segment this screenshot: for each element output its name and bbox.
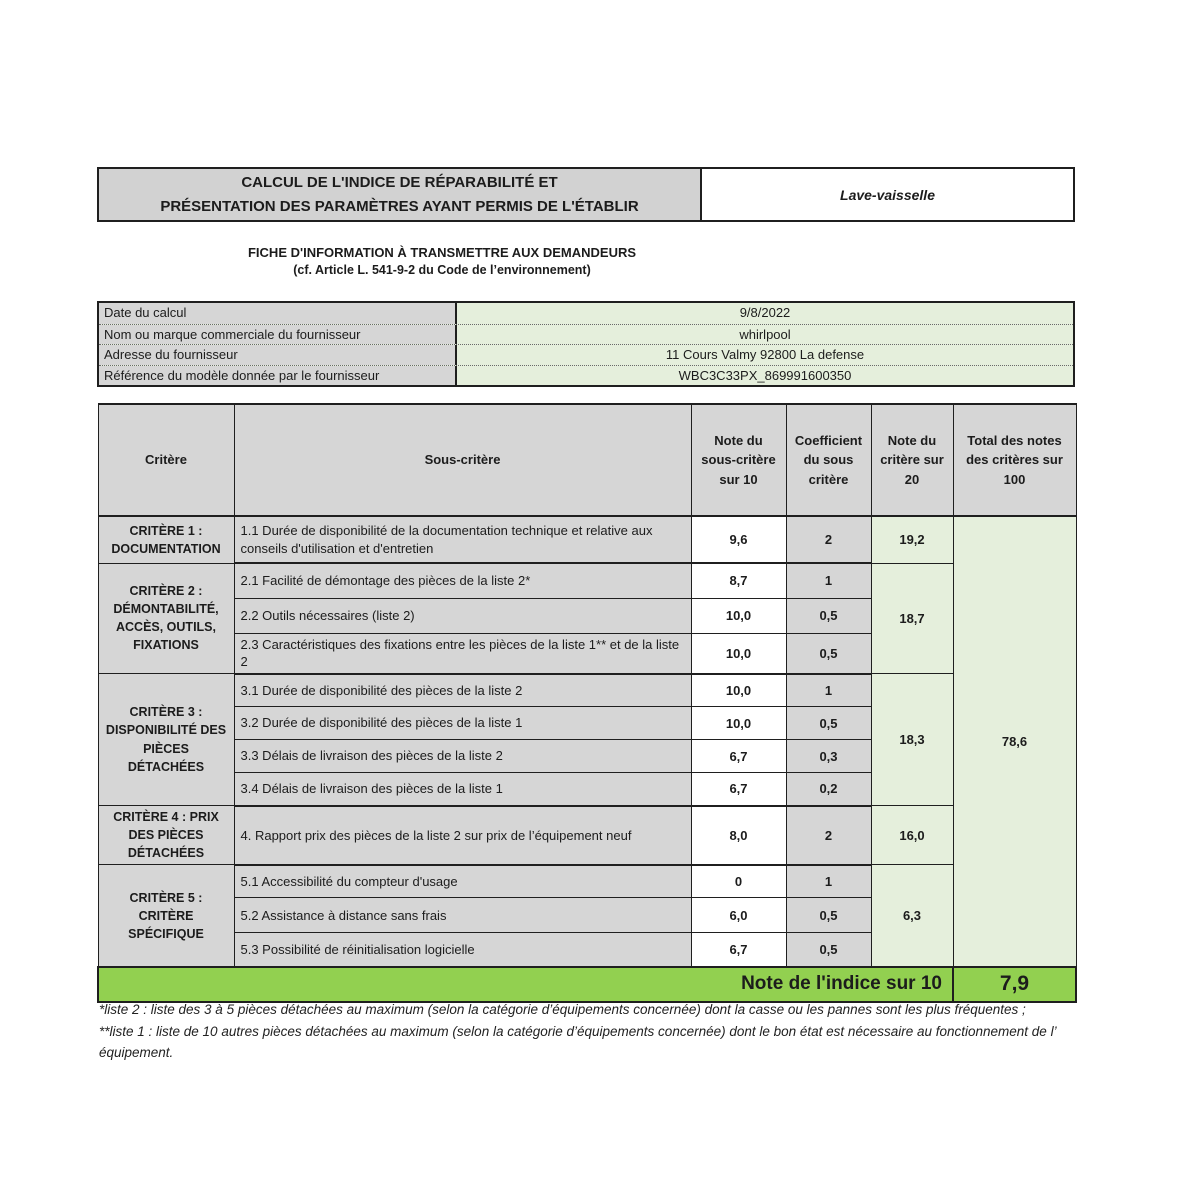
footnote-liste2: *liste 2 : liste des 3 à 5 pièces détachées au maximum (selon la catégorie d’équipements concernée) dont la casse ou les pannes sont les plus fréquentes ; — [99, 1002, 1026, 1017]
header-sous-critere: Sous-critère — [234, 404, 691, 516]
footnote-liste1: **liste 1 : liste de 10 autres pièces détachées au maximum (selon la catégorie d’équipements concernée) dont le bon état est nécessaire au fonctionnement de l’ équipement. — [99, 1023, 1056, 1061]
info-row-date — [99, 303, 1073, 324]
subcriterion-note: 6,7 — [691, 773, 786, 806]
header-critere: Critère — [98, 404, 234, 516]
table-row — [98, 674, 1076, 707]
subcriterion-label: 5.2 Assistance à distance sans frais — [234, 898, 691, 933]
header-total-100: Total des notes des critères sur 100 — [953, 404, 1076, 516]
subcriterion-note: 6,7 — [691, 933, 786, 967]
criterion-1-note20: 19,2 — [871, 516, 953, 563]
criterion-3-note20: 18,3 — [871, 674, 953, 806]
subcriterion-label: 4. Rapport prix des pièces de la liste 2 sur prix de l’équipement neuf — [234, 806, 691, 865]
criterion-2-cell: CRITÈRE 2 : DÉMONTABILITÉ, ACCÈS, OUTILS, FIXATIONS — [98, 563, 234, 674]
subcriterion-coef: 2 — [786, 806, 871, 865]
header-note-sous-critere: Note du sous-critère sur 10 — [691, 404, 786, 516]
subcriterion-label: 3.1 Durée de disponibilité des pièces de la liste 2 — [234, 674, 691, 707]
subcriterion-label: 2.1 Facilité de démontage des pièces de la liste 2* — [234, 563, 691, 598]
subcriterion-coef: 0,5 — [786, 633, 871, 674]
criterion-5-cell: CRITÈRE 5 : CRITÈRE SPÉCIFIQUE — [98, 865, 234, 967]
subcriterion-coef: 0,5 — [786, 898, 871, 933]
subcriterion-note: 6,0 — [691, 898, 786, 933]
index-score-label: Note de l'indice sur 10 — [98, 967, 953, 1002]
subcriterion-label: 3.2 Durée de disponibilité des pièces de la liste 1 — [234, 707, 691, 740]
header-note-critere-20: Note du critère sur 20 — [871, 404, 953, 516]
subtitle-block — [97, 244, 787, 280]
info-label: Référence du modèle donnée par le fournisseur — [99, 366, 457, 386]
document-title-line2: PRÉSENTATION DES PARAMÈTRES AYANT PERMIS DE L'ÉTABLIR — [160, 197, 639, 215]
subcriterion-coef: 0,5 — [786, 707, 871, 740]
scoring-table — [97, 403, 1077, 1003]
subcriterion-label: 1.1 Durée de disponibilité de la documentation technique et relative aux conseils d'utilisation et d'entretien — [234, 516, 691, 563]
table-row — [98, 563, 1076, 598]
subcriterion-note: 0 — [691, 865, 786, 898]
subcriterion-note: 10,0 — [691, 633, 786, 674]
total-sur-100-cell: 78,6 — [953, 516, 1076, 967]
title-table — [97, 167, 1075, 222]
info-value-address: 11 Cours Valmy 92800 La defense — [457, 345, 1073, 365]
subcriterion-coef: 0,5 — [786, 933, 871, 967]
info-label: Nom ou marque commerciale du fournisseur — [99, 325, 457, 345]
subcriterion-coef: 0,3 — [786, 740, 871, 773]
subcriterion-note: 6,7 — [691, 740, 786, 773]
subcriterion-note: 10,0 — [691, 674, 786, 707]
info-label: Date du calcul — [99, 303, 457, 324]
index-score-row — [98, 967, 1076, 1002]
subcriterion-label: 3.4 Délais de livraison des pièces de la liste 1 — [234, 773, 691, 806]
footnotes — [99, 999, 1089, 1064]
subcriterion-note: 10,0 — [691, 598, 786, 633]
criterion-1-cell: CRITÈRE 1 : DOCUMENTATION — [98, 516, 234, 563]
criterion-2-note20: 18,7 — [871, 563, 953, 674]
product-type: Lave-vaisselle — [702, 169, 1073, 220]
table-row — [98, 516, 1076, 563]
info-row-address — [99, 344, 1073, 365]
subcriterion-note: 8,0 — [691, 806, 786, 865]
table-row — [98, 865, 1076, 898]
subcriterion-coef: 2 — [786, 516, 871, 563]
subcriterion-coef: 0,5 — [786, 598, 871, 633]
header-coefficient: Coefficient du sous critère — [786, 404, 871, 516]
index-score-value: 7,9 — [953, 967, 1076, 1002]
criterion-5-note20: 6,3 — [871, 865, 953, 967]
document-title-line1: CALCUL DE L'INDICE DE RÉPARABILITÉ ET — [241, 174, 558, 192]
criterion-4-cell: CRITÈRE 4 : PRIX DES PIÈCES DÉTACHÉES — [98, 806, 234, 865]
subcriterion-label: 5.1 Accessibilité du compteur d'usage — [234, 865, 691, 898]
subcriterion-note: 8,7 — [691, 563, 786, 598]
subcriterion-note: 9,6 — [691, 516, 786, 563]
supplier-info-table — [97, 301, 1075, 387]
subcriterion-label: 2.2 Outils nécessaires (liste 2) — [234, 598, 691, 633]
info-row-brand — [99, 324, 1073, 345]
criterion-4-note20: 16,0 — [871, 806, 953, 865]
table-row — [98, 806, 1076, 865]
info-label: Adresse du fournisseur — [99, 345, 457, 365]
info-row-model-ref — [99, 365, 1073, 386]
criterion-3-cell: CRITÈRE 3 : DISPONIBILITÉ DES PIÈCES DÉTACHÉES — [98, 674, 234, 806]
subcriterion-note: 10,0 — [691, 707, 786, 740]
subcriterion-coef: 1 — [786, 865, 871, 898]
info-value-brand: whirlpool — [457, 325, 1073, 345]
subcriterion-label: 5.3 Possibilité de réinitialisation logicielle — [234, 933, 691, 967]
subcriterion-label: 3.3 Délais de livraison des pièces de la liste 2 — [234, 740, 691, 773]
subtitle-line2: (cf. Article L. 541-9-2 du Code de l’environnement) — [293, 263, 591, 278]
subcriterion-label: 2.3 Caractéristiques des fixations entre les pièces de la liste 1** et de la liste 2 — [234, 633, 691, 674]
info-value-date: 9/8/2022 — [457, 303, 1073, 324]
subcriterion-coef: 0,2 — [786, 773, 871, 806]
subcriterion-coef: 1 — [786, 674, 871, 707]
header-row — [98, 404, 1076, 516]
info-value-model-ref: WBC3C33PX_869991600350 — [457, 366, 1073, 386]
subtitle-line1: FICHE D'INFORMATION À TRANSMETTRE AUX DEMANDEURS — [247, 245, 637, 260]
document-title — [99, 169, 702, 220]
subcriterion-coef: 1 — [786, 563, 871, 598]
